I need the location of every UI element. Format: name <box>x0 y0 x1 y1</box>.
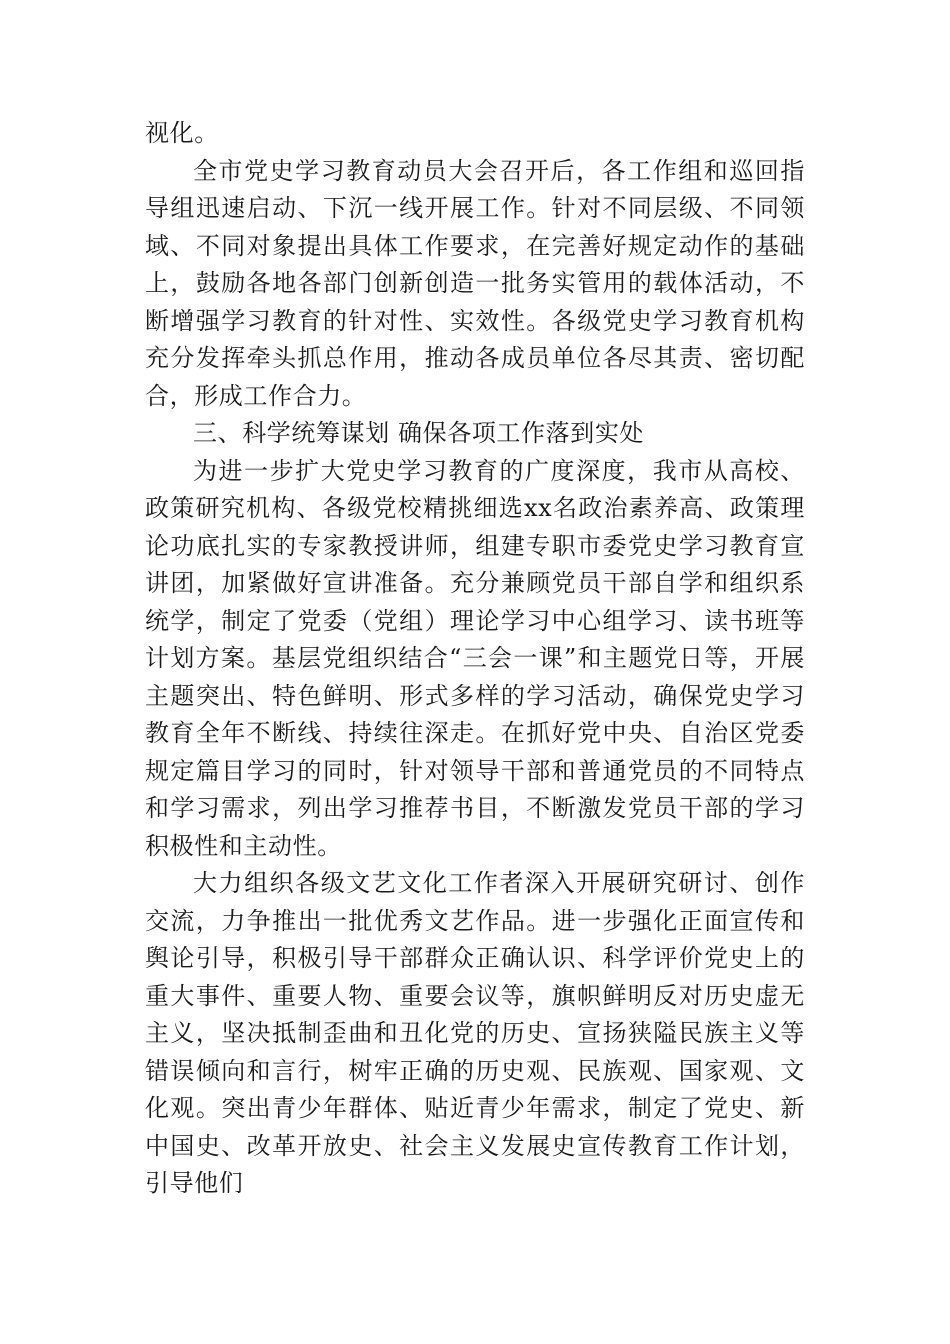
paragraph-lecture-group: 为进一步扩大党史学习教育的广度深度，我市从高校、政策研究机构、各级党校精挑细选xx名政治素养高、政策理论功底扎实的专家教授讲师，组建专职市委党史学习教育宣讲团，加紧做好宣讲准备。充分兼顾党员干部自学和组织系统学，制定了党委（党组）理论学习中心组学习、读书班等计划方案。基层党组织结合“三会一课”和主题党日等，开展主题突出、特色鲜明、形式多样的学习活动，确保党史学习教育全年不断线、持续往深走。在抓好党中央、自治区党委规定篇目学习的同时，针对领导干部和普通党员的不同特点和学习需求，列出学习推荐书目，不断激发党员干部的学习积极性和主动性。 <box>145 456 805 860</box>
paragraph-work-groups: 全市党史学习教育动员大会召开后，各工作组和巡回指导组迅速启动、下沉一线开展工作。针对不同层级、不同领域、不同对象提出具体工作要求，在完善好规定动作的基础上，鼓励各地各部门创新创造一批务实管用的载体活动，不断增强学习教育的针对性、实效性。各级党史学习教育机构充分发挥牵头抓总作用，推动各成员单位各尽其责、密切配合，形成工作合力。 <box>145 156 805 410</box>
document-body <box>145 115 805 1203</box>
paragraph-literary-works: 大力组织各级文艺文化工作者深入开展研究研讨、创作交流，力争推出一批优秀文艺作品。进一步强化正面宣传和舆论引导，积极引导干部群众正确认识、科学评价党史上的重大事件、重要人物、重要会议等，旗帜鲜明反对历史虚无主义，坚决抵制歪曲和丑化党的历史、宣扬狭隘民族主义等错误倾向和言行，树牢正确的历史观、民族观、国家观、文化观。突出青少年群体、贴近青少年需求，制定了党史、新中国史、改革开放史、社会主义发展史宣传教育工作计划，引导他们 <box>145 869 805 1197</box>
paragraph-continuation: 视化。 <box>145 119 219 147</box>
section-heading-three: 三、科学统筹谋划 确保各项工作落到实处 <box>193 419 645 447</box>
